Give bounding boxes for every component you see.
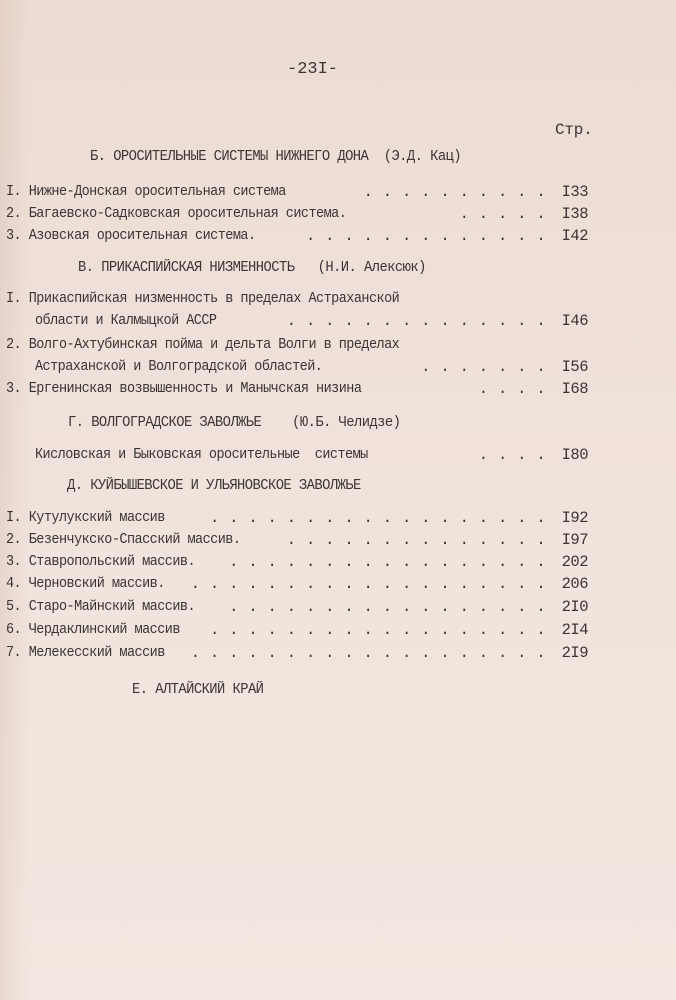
- toc-entry: [6, 380, 596, 400]
- toc-entry: [6, 598, 596, 618]
- entry-number: 4.: [6, 575, 22, 592]
- toc-entry: [6, 183, 596, 203]
- section-heading-e: Е. АЛТАЙСКИЙ КРАЙ: [132, 681, 264, 698]
- entry-number: 2.: [6, 336, 22, 353]
- entry-number: 2.: [6, 531, 22, 548]
- entry-title: Кисловская и Быковская оросительные системы: [35, 446, 368, 463]
- entry-page: I56: [561, 358, 588, 376]
- entry-number: I.: [6, 509, 22, 526]
- toc-entry-continuation: [6, 358, 596, 378]
- entry-page: I92: [561, 509, 588, 527]
- entry-number: I.: [6, 183, 22, 200]
- entry-title: Кутулукский массив: [28, 509, 165, 526]
- entry-number: 3.: [6, 553, 22, 570]
- leader-dots: . . . .: [478, 380, 546, 398]
- entry-page: 2I4: [561, 621, 588, 639]
- entry-title: Чердаклинский массив: [28, 621, 180, 638]
- section-heading-v: В. ПРИКАСПИЙСКАЯ НИЗМЕННОСТЬ (Н.И. Алексюк): [78, 259, 426, 276]
- entry-title: Старо-Майнский массив.: [28, 598, 196, 615]
- entry-number: 5.: [6, 598, 22, 615]
- page-number: -23I-: [287, 60, 339, 79]
- entry-number: 2.: [6, 205, 22, 222]
- entry-title: Ставропольский массив.: [28, 553, 196, 570]
- entry-title: Волго-Ахтубинская пойма и дельта Волги в пределах: [28, 336, 400, 353]
- leader-dots: . . . . .: [459, 205, 546, 223]
- entry-title-continuation: области и Калмыцкой АССР: [35, 312, 217, 329]
- toc-entry: [6, 227, 596, 247]
- entry-title: Черновский массив.: [28, 575, 165, 592]
- entry-page: 206: [561, 575, 588, 593]
- entry-title: Мелекесский массив: [28, 644, 165, 661]
- toc-entry: [6, 290, 596, 310]
- entry-page: I46: [561, 312, 588, 330]
- leader-dots: . . . . . . . . . . . . . .: [286, 531, 546, 549]
- toc-entry: [6, 575, 596, 595]
- toc-entry-continuation: [6, 312, 596, 332]
- entry-title: Азовская оросительная система.: [28, 227, 256, 244]
- entry-title: Прикаспийская низменность в пределах Астраханской: [28, 290, 400, 307]
- entry-page: I38: [561, 205, 588, 223]
- page-column-header: Стр.: [555, 121, 593, 139]
- toc-entry: [6, 205, 596, 225]
- entry-number: I.: [6, 290, 22, 307]
- leader-dots: . . . . . . . . . . . . . . . . . .: [209, 621, 546, 639]
- toc-entry: [6, 531, 596, 551]
- leader-dots: . . . . . . . . . .: [363, 183, 546, 201]
- toc-entry: [6, 336, 596, 356]
- toc-entry: [6, 509, 596, 529]
- section-heading-d: Д. КУЙБЫШЕВСКОЕ И УЛЬЯНОВСКОЕ ЗАВОЛЖЬЕ: [67, 477, 361, 494]
- entry-page: I33: [561, 183, 588, 201]
- entry-title: Нижне-Донская оросительная система: [28, 183, 286, 200]
- entry-page: I68: [561, 380, 588, 398]
- entry-title-continuation: Астраханской и Волгоградской областей.: [35, 358, 323, 375]
- leader-dots: . . . . . . . . . . . . . . . . .: [229, 553, 546, 571]
- entry-page: 2I0: [561, 598, 588, 616]
- leader-dots: . . . . . . .: [421, 358, 546, 376]
- toc-entry: [6, 446, 596, 466]
- entry-page: 2I9: [561, 644, 588, 662]
- toc-entry: [6, 553, 596, 573]
- leader-dots: . . . . . . . . . . . . . .: [286, 312, 546, 330]
- leader-dots: . . . . . . . . . . . . . . . . . . .: [190, 644, 546, 662]
- leader-dots: . . . . . . . . . . . . . . . . . . .: [190, 575, 546, 593]
- entry-page: I42: [561, 227, 588, 245]
- entry-number: 6.: [6, 621, 22, 638]
- section-heading-b: Б. ОРОСИТЕЛЬНЫЕ СИСТЕМЫ НИЖНЕГО ДОНА (Э.Д. Кац): [90, 148, 462, 165]
- entry-title: Безенчукско-Спасский массив.: [28, 531, 241, 548]
- entry-page: I80: [561, 446, 588, 464]
- section-heading-g: Г. ВОЛГОГРАДСКОЕ ЗАВОЛЖЬЕ (Ю.Б. Челидзе): [68, 414, 401, 431]
- entry-page: 202: [561, 553, 588, 571]
- entry-number: 3.: [6, 227, 22, 244]
- leader-dots: . . . .: [478, 446, 546, 464]
- leader-dots: . . . . . . . . . . . . . . . . .: [229, 598, 546, 616]
- entry-number: 7.: [6, 644, 22, 661]
- toc-entry: [6, 621, 596, 641]
- entry-page: I97: [561, 531, 588, 549]
- toc-entry: [6, 644, 596, 664]
- leader-dots: . . . . . . . . . . . . .: [305, 227, 546, 245]
- entry-title: Ергенинская возвышенность и Манычская низина: [28, 380, 362, 397]
- entry-number: 3.: [6, 380, 22, 397]
- leader-dots: . . . . . . . . . . . . . . . . . .: [209, 509, 546, 527]
- entry-title: Багаевско-Садковская оросительная система.: [28, 205, 347, 222]
